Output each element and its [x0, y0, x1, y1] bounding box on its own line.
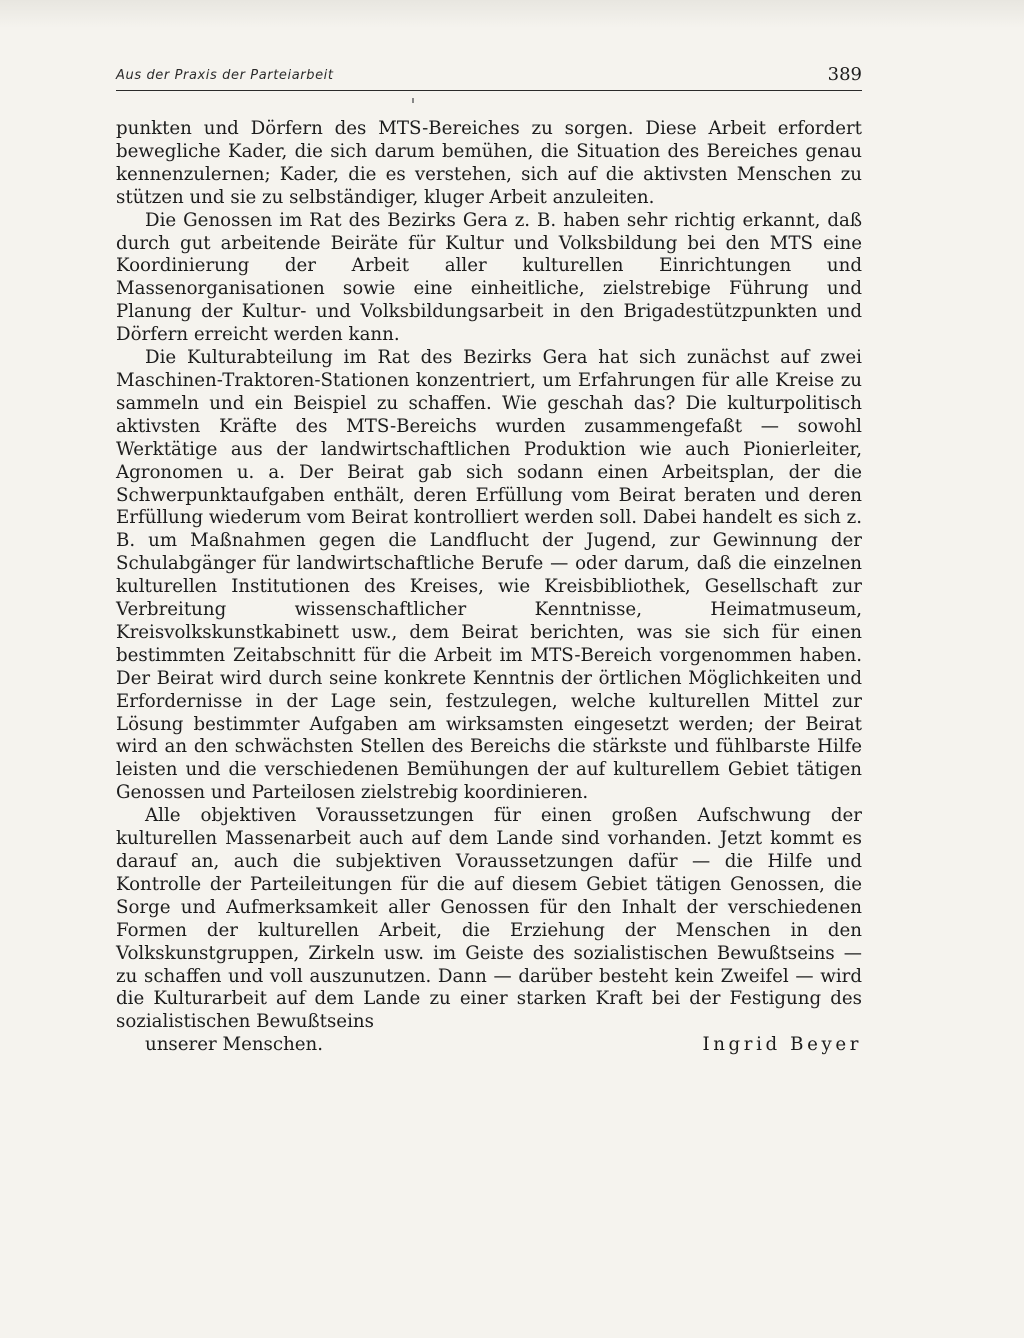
- print-mark: [412, 98, 414, 103]
- paragraph-1: punkten und Dörfern des MTS-Bereiches zu sorgen. Diese Arbeit erfordert bewegliche Kader, die sich darum bemühen, die Situation des Bereiches genau kennenzulernen; Kader, die es verstehen, sich auf die aktivsten Menschen zu stützen und sie zu selbständiger, kluger Arbeit anzuleiten.: [116, 118, 862, 208]
- closing-words: unserer Menschen.: [145, 1034, 324, 1056]
- paragraph-2: Die Genossen im Rat des Bezirks Gera z. B. haben sehr richtig erkannt, daß durch gut arbeitende Beiräte für Kultur und Volksbildung bei den MTS eine Koordinierung der Arbeit aller kulturellen Einrichtungen und Massenorganisationen sowie eine einheitliche, zielstrebige Führung und Planung der Kultur- und Volksbildungsarbeit in den Brigadestützpunkten und Dörfern erreicht werden kann.: [116, 209, 862, 346]
- scan-edge-shadow: [0, 0, 1024, 28]
- paragraph-4: Alle objektiven Voraussetzungen für einen großen Aufschwung der kulturellen Massenarbeit auch auf dem Lande sind vorhanden. Jetzt kommt es darauf an, auch die subjektiven Voraussetzungen dafür — die Hilfe und Kontrolle der Parteileitungen für die auf diesem Gebiet tätigen Genossen, die Sorge und Aufmerksamkeit aller Genossen für den Inhalt der verschiedenen Formen der kulturellen Arbeit, die Erziehung der Menschen in den Volkskunstgruppen, Zirkeln usw. im Geiste des sozialistischen Bewußtseins — zu schaffen und voll auszunutzen. Dann — darüber besteht kein Zweifel — wird die Kulturarbeit auf dem Lande zu einer starken Kraft bei der Festigung des sozialistischen Bewußtseins: [116, 805, 862, 1033]
- paragraph-3: Die Kulturabteilung im Rat des Bezirks Gera hat sich zunächst auf zwei Maschinen-Traktoren-Stationen konzentriert, um Erfahrungen für alle Kreise zu sammeln und ein Beispiel zu schaffen. Wie geschah das? Die kulturpolitisch aktivsten Kräfte des MTS-Bereichs wurden zusammengefaßt — sowohl Werktätige aus der landwirtschaftlichen Produktion wie auch Pionierleiter, Agronomen u. a. Der Beirat gab sich sodann einen Arbeitsplan, der die Schwerpunktaufgaben enthält, deren Erfüllung vom Beirat beraten und deren Erfüllung wiederum vom Beirat kontrolliert werden soll. Dabei handelt es sich z. B. um Maßnahmen gegen die Landflucht der Jugend, zur Gewinnung der Schulabgänger für landwirtschaftliche Berufe — oder darum, daß die einzelnen kulturellen Institutionen des Kreises, wie Kreisbibliothek, Gesellschaft zur Verbreitung wissenschaftlicher Kenntnisse, Heimatmuseum, Kreisvolkskunstkabinett usw., dem Beirat berichten, was sie sich für einen bestimmten Zeitabschnitt für die Arbeit im MTS-Bereich vorgenommen haben. Der Beirat wird durch seine konkrete Kenntnis der örtlichen Möglichkeiten und Erfordernisse in der Lage sein, festzulegen, welche kulturellen Mittel zur Lösung bestimmter Aufgaben am wirksamsten eingesetzt werden; der Beirat wird an den schwächsten Stellen des Bereichs die stärkste und fühlbarste Hilfe leisten und die verschiedenen Bemühungen der auf kulturellem Gebiet tätigen Genossen und Parteilosen zielstrebig koordinieren.: [116, 347, 862, 804]
- article-body: [116, 118, 862, 1057]
- page-header: [116, 64, 862, 91]
- closing-line: [116, 1034, 862, 1057]
- author-signature: Ingrid Beyer: [702, 1034, 862, 1056]
- page-number: 389: [827, 64, 862, 85]
- running-head: Aus der Praxis der Parteiarbeit: [116, 68, 334, 83]
